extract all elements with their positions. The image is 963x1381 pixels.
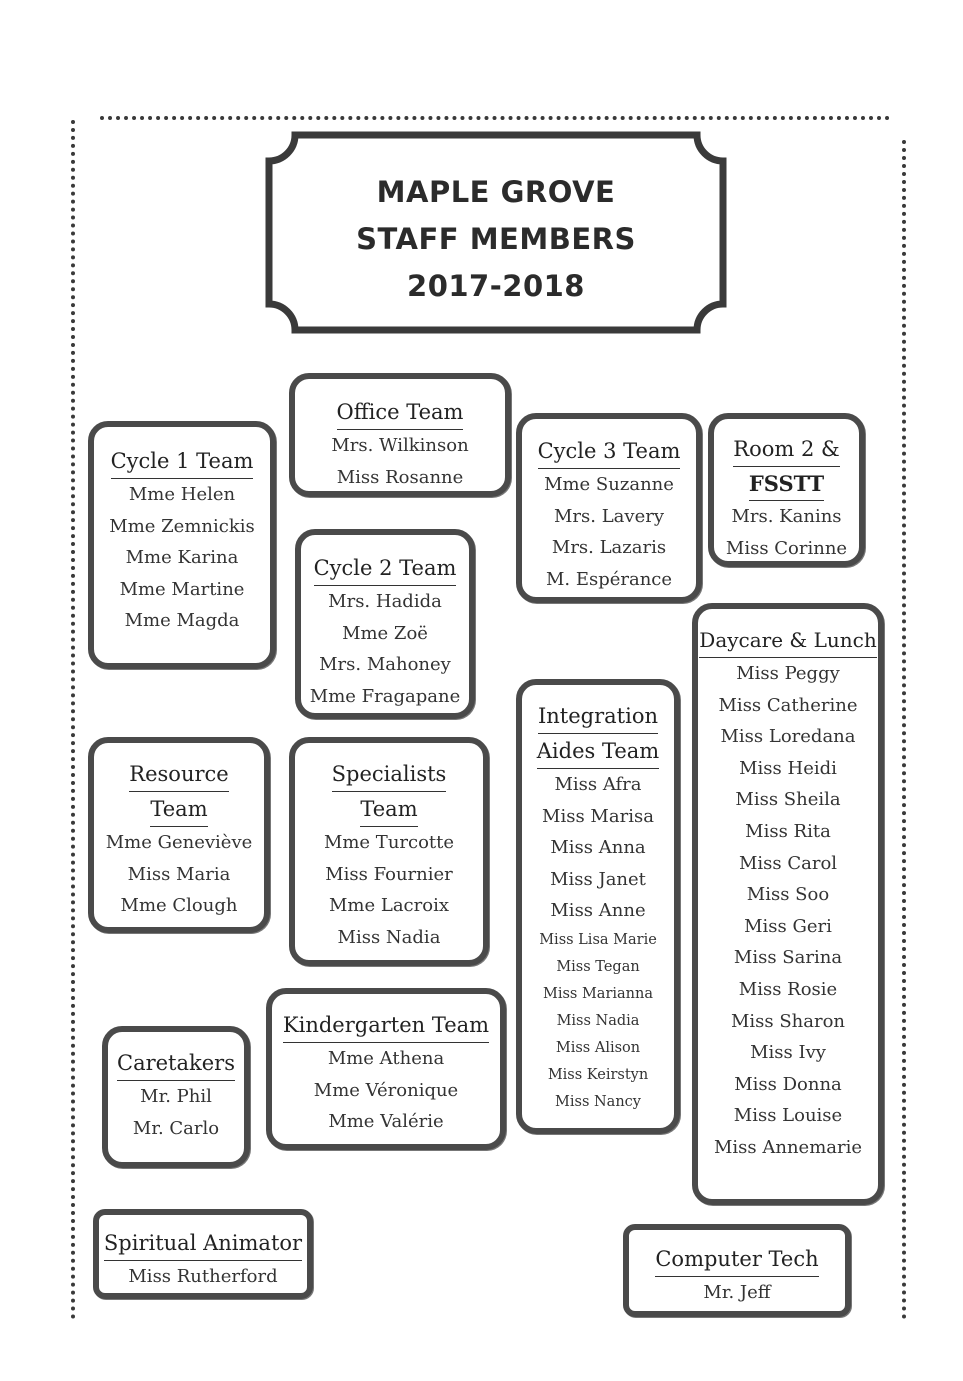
cycle3-member: Mrs. Lavery — [554, 505, 664, 527]
spiritual-member: Miss Rutherford — [128, 1266, 278, 1287]
integration-member-small: Miss Marianna — [542, 985, 653, 1002]
integration-title-line2: Aides Team — [522, 734, 674, 769]
kindergarten-member: Mme Athena — [327, 1048, 445, 1069]
cycle3-team-box — [516, 413, 702, 603]
daycare-lunch-box — [692, 603, 884, 1205]
office-member: Mrs. Wilkinson — [331, 435, 469, 456]
title-line-1: MAPLE GROVE — [376, 175, 616, 209]
room2-member: Miss Corinne — [725, 537, 848, 559]
dotted-border-top — [100, 116, 890, 120]
resource-title-line1: Resource — [94, 757, 264, 792]
integration-member-small: Miss Lisa Marie — [539, 931, 657, 948]
integration-title-line1: Integration — [522, 699, 674, 734]
resource-member: Mme Clough — [120, 895, 238, 917]
integration-member: Miss Marisa — [542, 805, 654, 827]
daycare-member: Miss Soo — [746, 884, 830, 906]
integration-member: Miss Afra — [554, 774, 642, 795]
integration-member-small: Miss Nancy — [555, 1093, 641, 1110]
daycare-member: Miss Donna — [734, 1073, 842, 1095]
cycle2-team-title: Cycle 2 Team — [301, 551, 469, 586]
integration-member-small: Miss Keirstyn — [547, 1066, 649, 1083]
daycare-member: Miss Annemarie — [713, 1136, 863, 1158]
daycare-member: Miss Geri — [744, 915, 832, 937]
cycle3-member: M. Espérance — [545, 568, 673, 590]
cycle3-team-title: Cycle 3 Team — [522, 434, 696, 469]
daycare-member: Miss Catherine — [718, 694, 858, 716]
caretakers-member: Mr. Carlo — [132, 1117, 220, 1139]
title-plaque — [265, 131, 727, 334]
daycare-member: Miss Louise — [733, 1105, 843, 1127]
dotted-border-left — [71, 120, 75, 1320]
integration-member: Miss Janet — [550, 868, 646, 890]
cycle1-member: Mme Helen — [128, 484, 236, 505]
cycle3-member: Mme Suzanne — [544, 474, 674, 495]
cycle1-member: Mme Zemnickis — [109, 515, 255, 537]
office-team-box — [289, 373, 511, 497]
specialists-title-line2: Team — [295, 792, 483, 827]
resource-team-box — [88, 737, 270, 933]
kindergarten-member: Mme Véronique — [313, 1079, 459, 1101]
office-team-title: Office Team — [295, 395, 505, 430]
computer-tech-title: Computer Tech — [629, 1242, 845, 1277]
computer-tech-box — [623, 1224, 851, 1317]
daycare-member: Miss Sharon — [730, 1010, 846, 1032]
integration-member: Miss Anna — [550, 837, 646, 859]
cycle1-team-title: Cycle 1 Team — [94, 444, 270, 479]
cycle2-team-box — [295, 529, 475, 719]
integration-aides-box — [516, 679, 680, 1134]
cycle3-member: Mrs. Lazaris — [551, 537, 667, 559]
room2-member: Mrs. Kanins — [731, 506, 842, 527]
kindergarten-team-box — [266, 988, 506, 1150]
daycare-member: Miss Rita — [745, 820, 831, 842]
page-title — [265, 169, 727, 310]
spiritual-animator-box — [93, 1209, 313, 1299]
cycle2-member: Mrs. Hadida — [328, 591, 442, 612]
cycle1-member: Mme Magda — [124, 610, 240, 632]
daycare-member: Miss Peggy — [736, 663, 840, 684]
dotted-border-right — [902, 140, 906, 1320]
daycare-member: Miss Sarina — [733, 947, 843, 969]
cycle2-member: Mme Zoë — [342, 622, 428, 644]
title-line-2: STAFF MEMBERS — [356, 222, 636, 256]
room2-title-line1: Room 2 & — [714, 432, 859, 467]
computer-member: Mr. Jeff — [703, 1282, 771, 1303]
daycare-member: Miss Heidi — [739, 757, 837, 779]
integration-member-small: Miss Alison — [555, 1039, 641, 1056]
daycare-member: Miss Rosie — [738, 978, 838, 1000]
cycle2-member: Mrs. Mahoney — [319, 654, 451, 676]
cycle1-member: Mme Karina — [125, 547, 239, 569]
specialists-title-line1: Specialists — [295, 757, 483, 792]
caretakers-member: Mr. Phil — [140, 1086, 212, 1107]
resource-member: Miss Maria — [127, 863, 231, 885]
integration-member: Miss Anne — [550, 900, 646, 922]
cycle1-team-box — [88, 421, 276, 669]
kindergarten-member: Mme Valérie — [328, 1111, 444, 1133]
title-line-3: 2017-2018 — [407, 269, 585, 303]
cycle1-member: Mme Martine — [119, 578, 245, 600]
spiritual-animator-title: Spiritual Animator — [99, 1226, 307, 1261]
office-member: Miss Rosanne — [336, 466, 464, 488]
room2-title-line2: FSSTT — [714, 467, 859, 501]
daycare-team-title: Daycare & Lunch — [698, 623, 878, 658]
specialists-member: Miss Nadia — [337, 926, 441, 948]
resource-member: Mme Geneviève — [105, 832, 253, 853]
integration-member-small: Miss Tegan — [556, 958, 640, 975]
specialists-member: Miss Fournier — [325, 863, 453, 885]
daycare-member: Miss Ivy — [750, 1042, 826, 1064]
daycare-member: Miss Loredana — [720, 726, 856, 748]
specialists-member: Mme Lacroix — [329, 895, 449, 917]
cycle2-member: Mme Fragapane — [309, 685, 461, 707]
room2-fsstt-box — [708, 413, 865, 567]
caretakers-title: Caretakers — [108, 1046, 244, 1081]
daycare-member: Miss Carol — [738, 852, 838, 874]
daycare-member: Miss Sheila — [735, 789, 841, 811]
integration-member-small: Miss Nadia — [556, 1012, 640, 1029]
specialists-member: Mme Turcotte — [323, 832, 455, 853]
caretakers-box — [102, 1026, 250, 1168]
kindergarten-team-title: Kindergarten Team — [272, 1008, 500, 1043]
specialists-team-box — [289, 737, 489, 966]
resource-title-line2: Team — [94, 792, 264, 827]
